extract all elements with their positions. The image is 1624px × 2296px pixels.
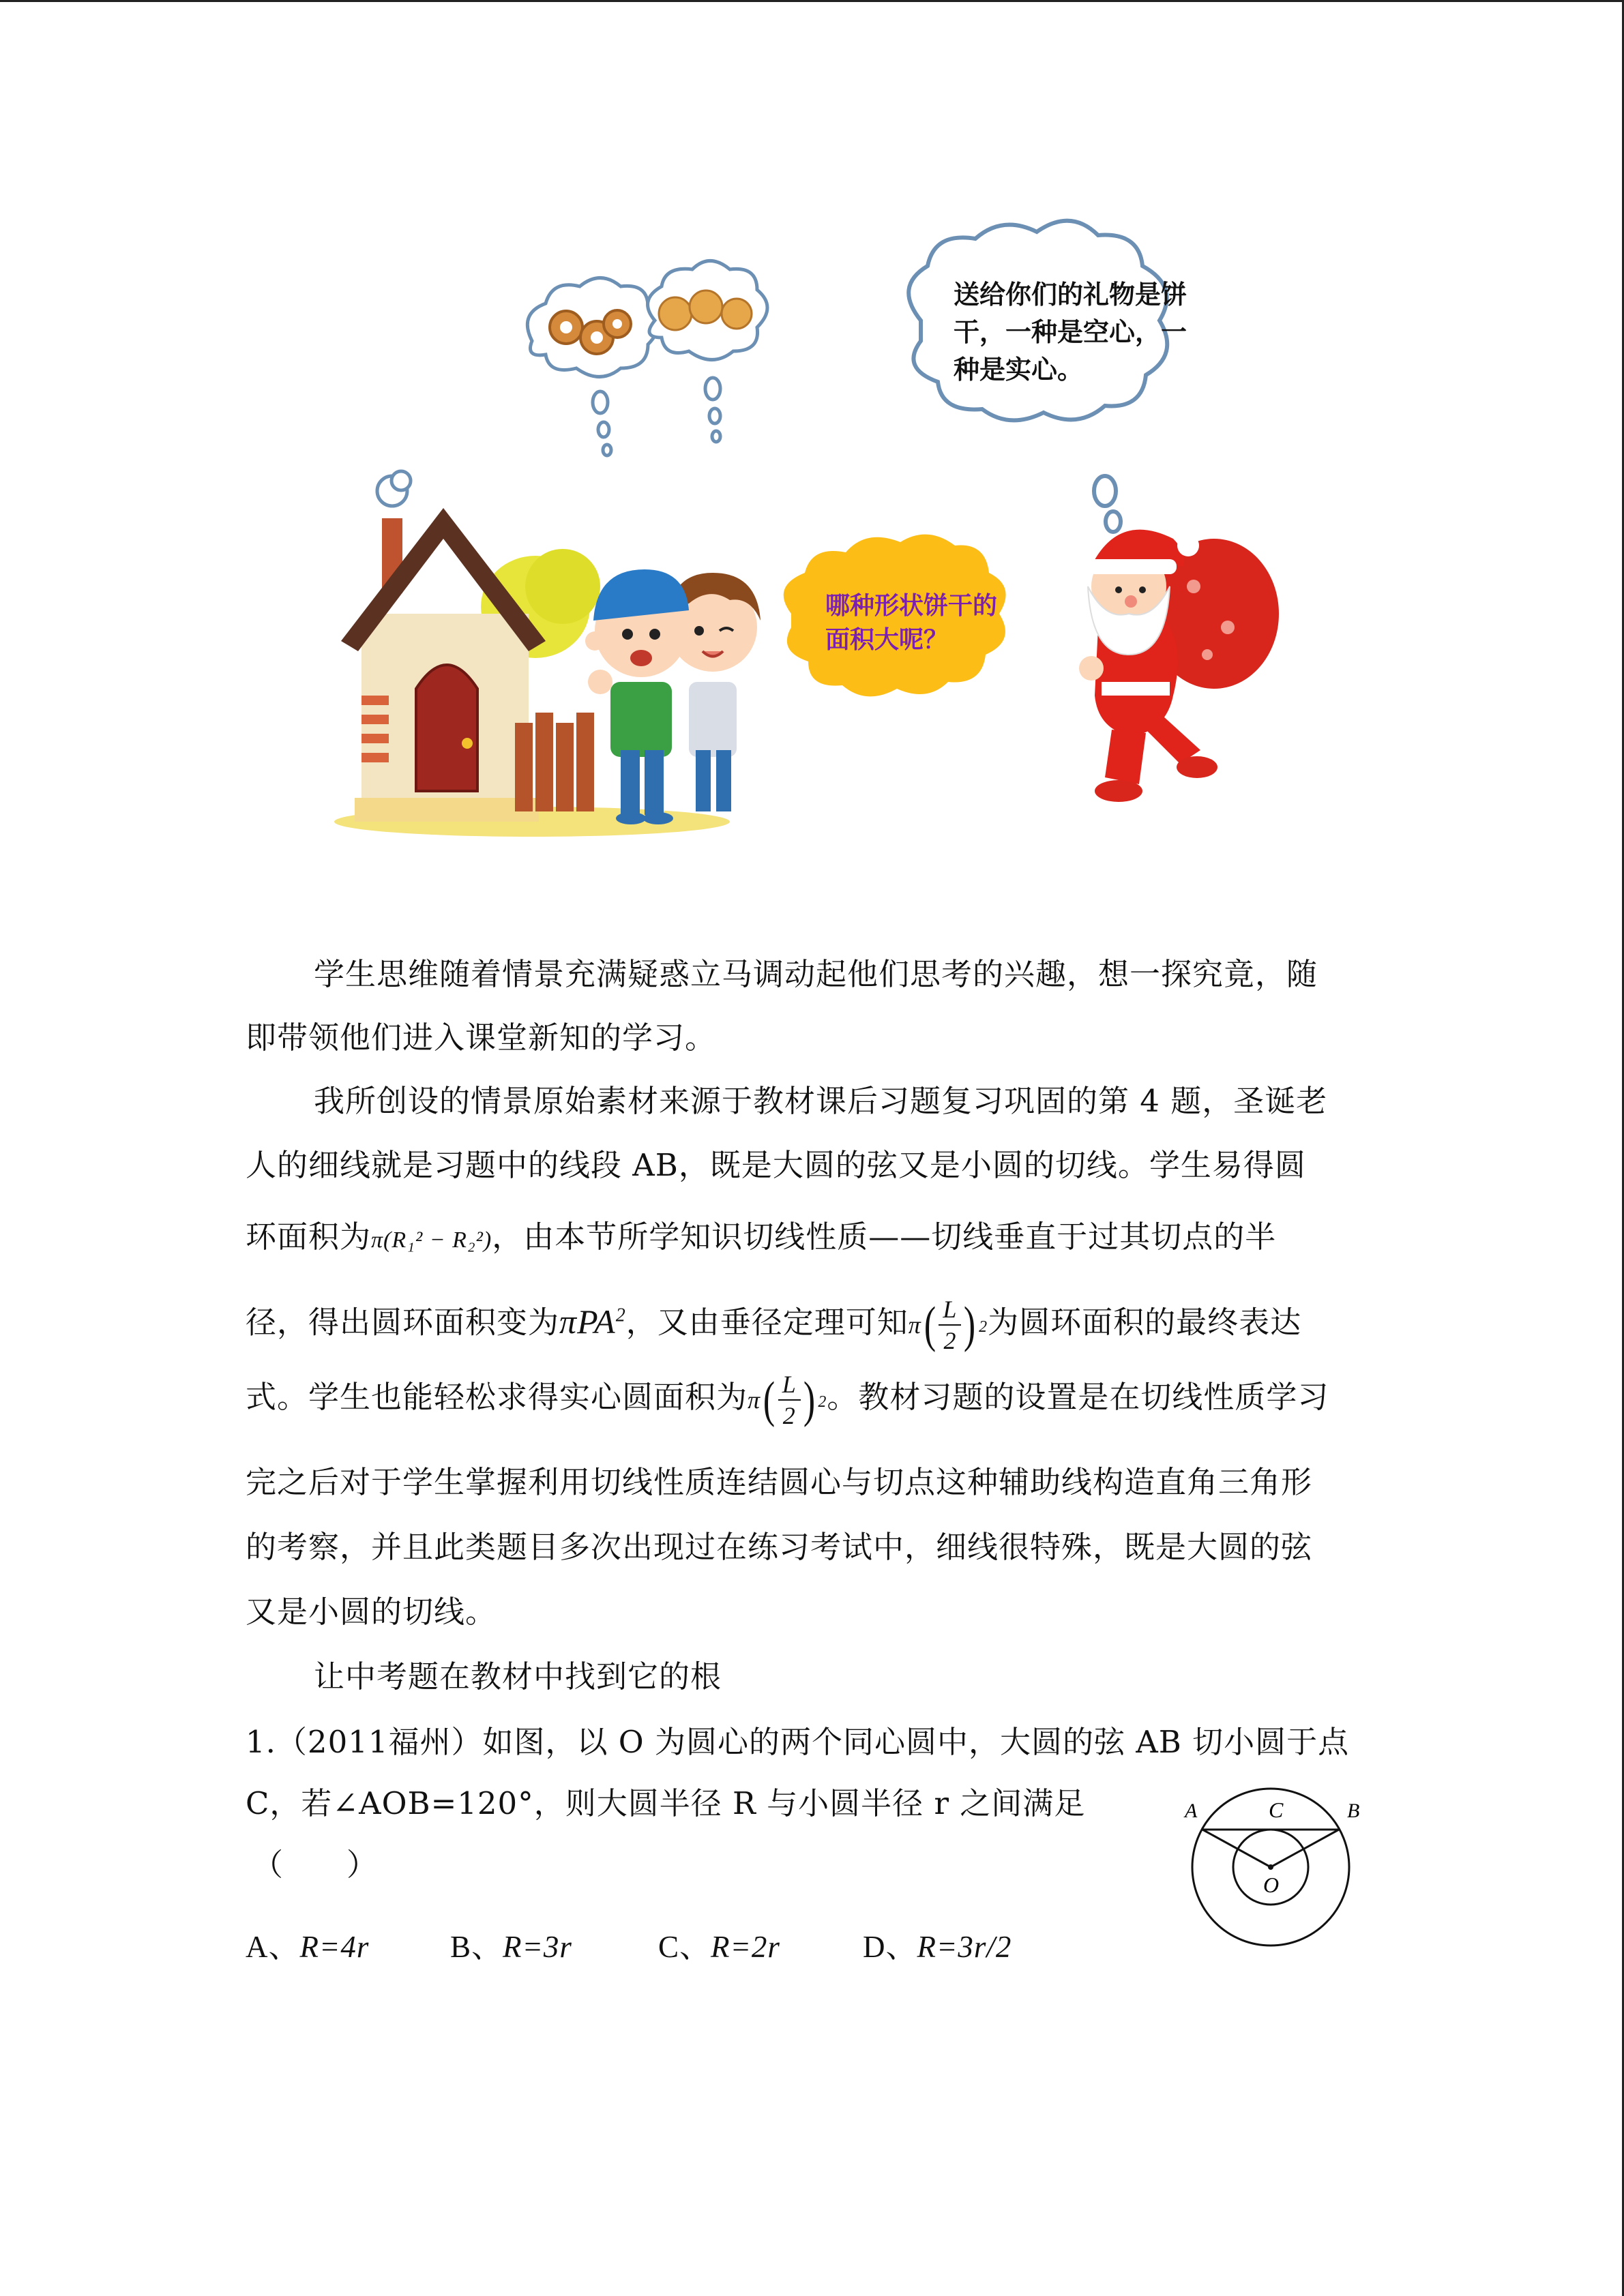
segment-oa <box>1202 1830 1271 1867</box>
santa-thought-line-3: 种是实心。 <box>954 355 1084 385</box>
label-b: B <box>1347 1800 1360 1822</box>
question-blank: （ ） <box>252 1847 379 1883</box>
p2-line-3b-text: ，由本节所学知识切线性质——切线垂直于过其切点的半 <box>492 1219 1277 1255</box>
solid-cookie-bubble <box>648 261 767 443</box>
paragraph-1 <box>246 941 1378 1008</box>
question-line-2: C，若∠AOB=120°，则大圆半径 R 与小圆半径 r 之间满足 <box>246 1785 1086 1821</box>
ring-area-formula: π(R₁² − R₂²) <box>371 1227 492 1253</box>
p3-text: 让中考题在教材中找到它的根 <box>314 1658 722 1695</box>
paragraph-2-line-4 <box>246 1282 1378 1360</box>
p2-line-4c-text: 为圆环面积的最终表达 <box>988 1304 1302 1341</box>
question-line-1: 1.（2011福州）如图，以 O 为圆心的两个同心圆中，大圆的弦 AB 切小圆于点 <box>246 1724 1350 1760</box>
question-options <box>246 1926 1012 1967</box>
paragraph-2-line-2 <box>246 1132 1378 1199</box>
santa-illustration <box>1079 530 1279 802</box>
segment-ob <box>1271 1830 1339 1867</box>
pi-pa-squared-formula: πPA$^2$ <box>559 1302 626 1341</box>
p2-line-4b-text: ，又由垂径定理可知 <box>625 1304 909 1341</box>
kids-speech-line-2: 面积大呢？ <box>825 626 949 654</box>
hollow-cookie-bubble <box>527 278 658 456</box>
paragraph-2-line-3 <box>246 1204 1378 1274</box>
pi-l-over-2-squared-formula-2: π ( L 2 ) 2 <box>748 1370 827 1429</box>
kids-speech-line-1: 哪种形状饼干的 <box>825 592 998 620</box>
paragraph-2-line-5 <box>246 1364 1378 1435</box>
p1-line-2: 即带领他们进入课堂新知的学习。 <box>246 1019 717 1056</box>
option-c[interactable]: C、R=2r <box>658 1930 780 1964</box>
santa-thought-line-1: 送给你们的礼物是饼 <box>954 280 1187 310</box>
house-illustration <box>341 471 600 822</box>
paragraph-2-line-6 <box>246 1449 1378 1516</box>
pi-l-over-2-squared-formula-1: π ( L 2 ) 2 <box>908 1296 988 1355</box>
p2-line-8-text: 又是小圆的切线。 <box>246 1594 497 1630</box>
p2-line-1-text: 我所创设的情景原始素材来源于教材课后习题复习巩固的第 4 题，圣诞老 <box>314 1083 1328 1119</box>
label-c: C <box>1269 1798 1284 1822</box>
center-point-o <box>1268 1864 1273 1870</box>
p2-line-7-text: 的考察，并且此类题目多次出现过在练习考试中，细线很特殊，既是大圆的弦 <box>246 1529 1313 1565</box>
option-d[interactable]: D、R=3r/2 <box>863 1930 1012 1964</box>
p2-line-3a-text: 环面积为 <box>246 1219 372 1255</box>
p2-line-6-text: 完之后对于学生掌握利用切线性质连结圆心与切点这种辅助线构造直角三角形 <box>246 1464 1313 1500</box>
p2-line-5a-text: 式。学生也能轻松求得实心圆面积为 <box>246 1379 748 1415</box>
paragraph-2-line-7 <box>246 1514 1378 1581</box>
label-o: O <box>1263 1873 1280 1897</box>
option-b[interactable]: B、R=3r <box>450 1930 572 1964</box>
santa-thought-bubble <box>909 221 1167 552</box>
santa-thought-line-2: 干，一种是空心，一 <box>954 317 1187 347</box>
p2-line-2-text: 人的细线就是习题中的线段 AB，既是大圆的弦又是小圆的切线。学生易得圆 <box>246 1147 1306 1183</box>
concentric-circles-figure <box>1177 1770 1381 1947</box>
paragraph-2-line-8 <box>246 1579 1378 1645</box>
paragraph-3 <box>246 1643 1378 1710</box>
label-a: A <box>1185 1800 1198 1822</box>
kids-illustration <box>585 569 761 824</box>
p2-line-4a-text: 径，得出圆环面积变为 <box>246 1304 560 1341</box>
option-a[interactable]: A、R=4r <box>246 1930 370 1964</box>
paragraph-2-line-1 <box>246 1068 1378 1135</box>
p2-line-5b-text: 。教材习题的设置是在切线性质学习 <box>827 1379 1329 1415</box>
p1-line-1: 学生思维随着情景充满疑惑立马调动起他们思考的兴趣，想一探究竟，随 <box>314 956 1318 992</box>
cartoon-illustration <box>327 205 1296 859</box>
paragraph-1-cont <box>246 1004 1378 1071</box>
